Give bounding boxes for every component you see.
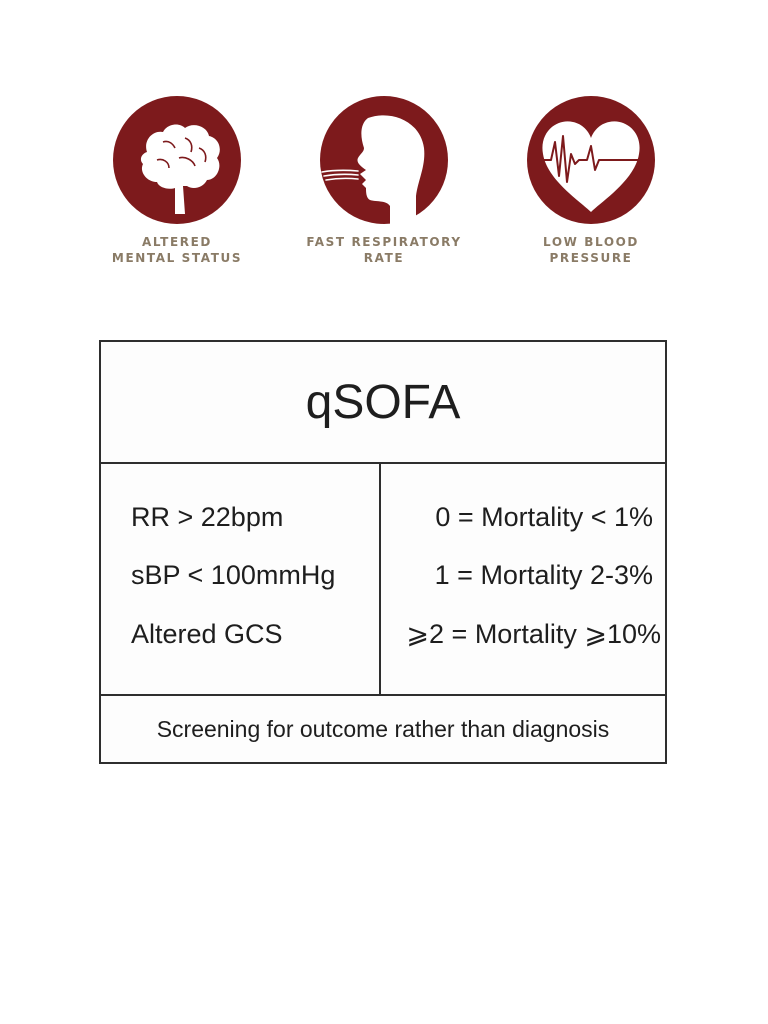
caption-line: MENTAL STATUS <box>111 251 243 265</box>
caption-line: ALTERED <box>142 235 212 249</box>
caption-line: LOW BLOOD <box>543 235 639 249</box>
brain-icon <box>113 96 241 224</box>
caption-line: FAST RESPIRATORY <box>306 235 462 249</box>
icon-caption <box>274 234 494 266</box>
mortality-item: 0 = Mortality < 1% <box>435 502 653 532</box>
icon-caption <box>67 234 287 266</box>
criteria-item: Altered GCS <box>131 619 283 649</box>
criteria-item: sBP < 100mmHg <box>131 560 336 590</box>
fast-respiratory-rate-item <box>274 96 494 266</box>
altered-mental-status-item <box>67 96 287 266</box>
table-title: qSOFA <box>101 342 665 464</box>
qsofa-table <box>99 340 667 764</box>
mortality-cell <box>381 464 665 694</box>
mortality-item: ⩾2 = Mortality ⩾10% <box>406 619 661 649</box>
mortality-item: 1 = Mortality 2-3% <box>434 560 653 590</box>
head-breathing-icon <box>320 96 448 224</box>
caption-line: RATE <box>363 251 405 265</box>
table-footer: Screening for outcome rather than diagnosis <box>101 694 665 762</box>
low-blood-pressure-item <box>481 96 701 266</box>
icon-caption <box>481 234 701 266</box>
criteria-cell <box>101 464 381 694</box>
criteria-item: RR > 22bpm <box>131 502 284 532</box>
caption-line: PRESSURE <box>549 251 633 265</box>
heart-ecg-icon <box>527 96 655 224</box>
